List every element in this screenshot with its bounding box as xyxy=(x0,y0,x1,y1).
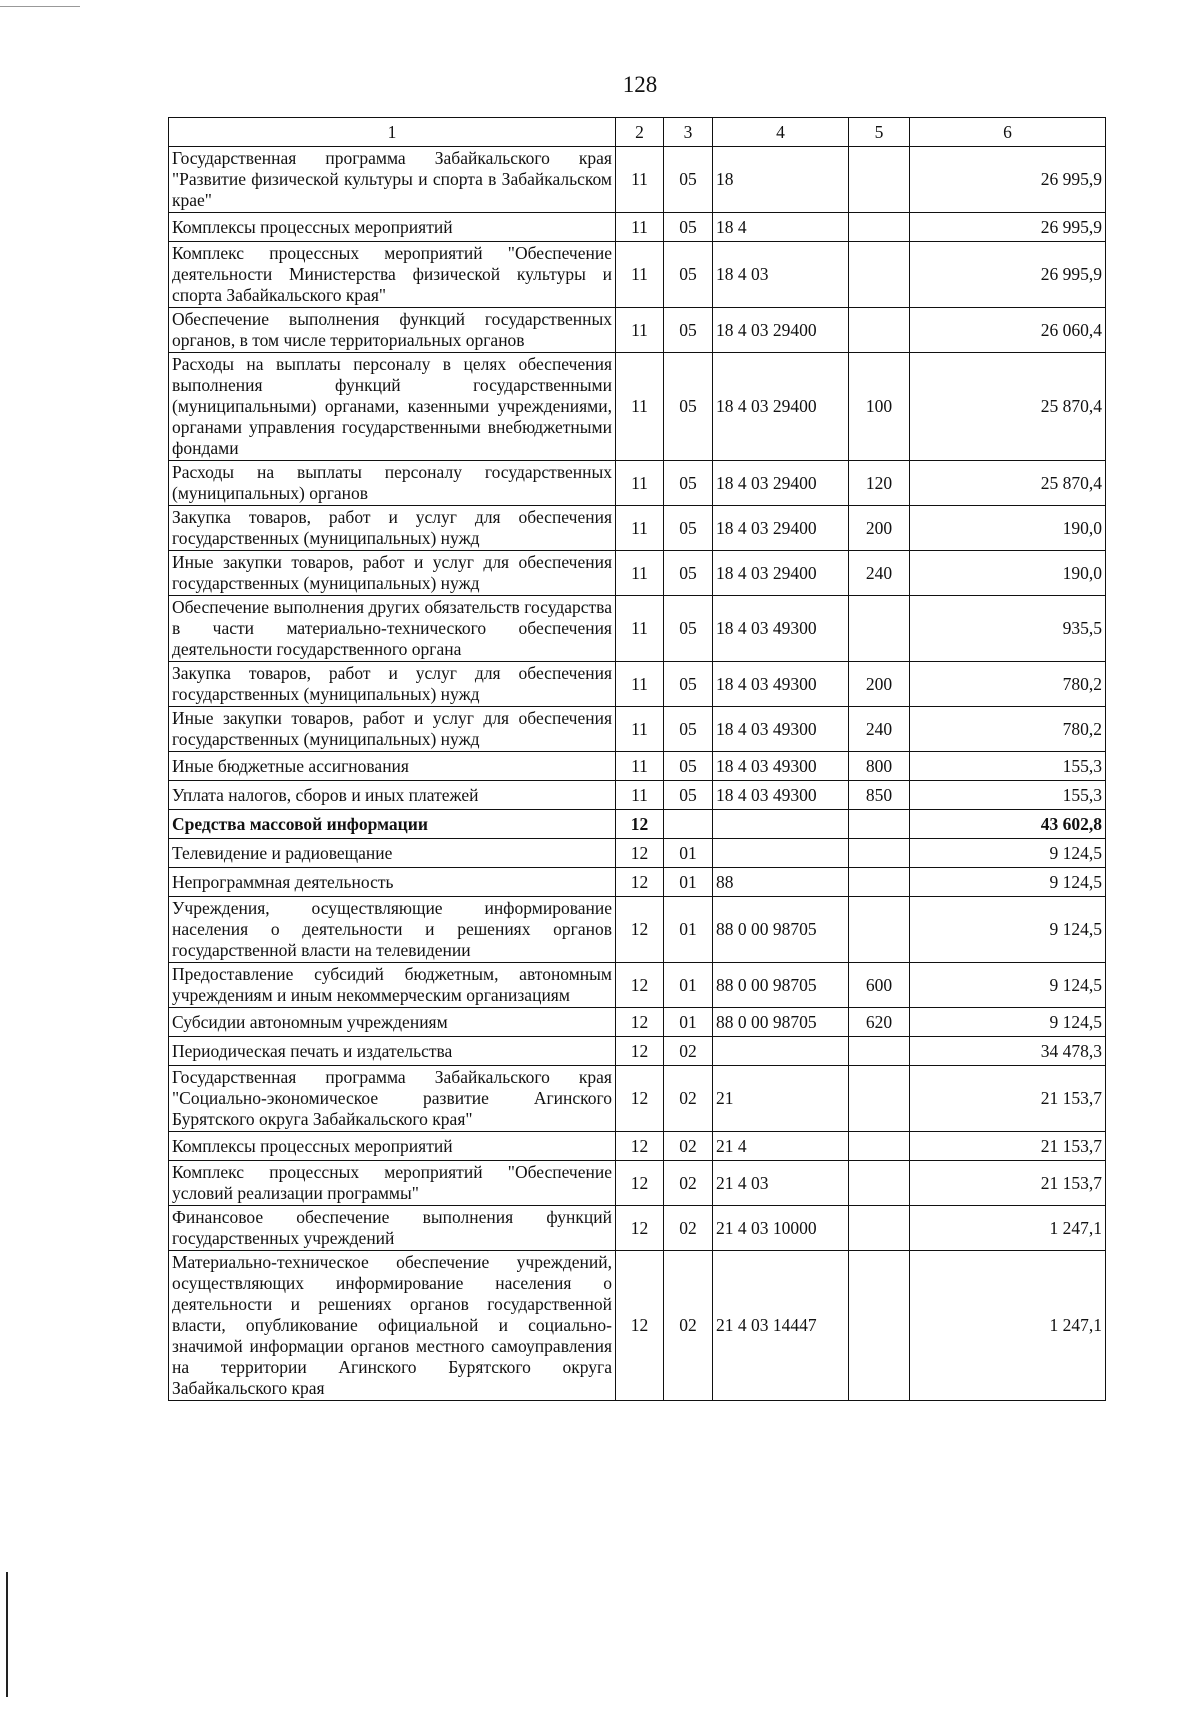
row-name-cell: Иные закупки товаров, работ и услуг для обеспечения государственных (муниципальных) нужд xyxy=(169,707,616,752)
row-sum-cell: 1 247,1 xyxy=(910,1251,1106,1401)
row-subsection-cell: 02 xyxy=(664,1251,713,1401)
row-section-cell: 11 xyxy=(616,662,664,707)
row-sum-cell: 935,5 xyxy=(910,596,1106,662)
table-row xyxy=(169,752,1106,781)
row-sum-cell: 21 153,7 xyxy=(910,1066,1106,1132)
row-target-article-cell: 18 4 03 29400 xyxy=(713,308,849,353)
row-sum-cell: 21 153,7 xyxy=(910,1161,1106,1206)
row-sum-cell: 34 478,3 xyxy=(910,1037,1106,1066)
table-row xyxy=(169,461,1106,506)
row-name-cell: Иные закупки товаров, работ и услуг для обеспечения государственных (муниципальных) нужд xyxy=(169,551,616,596)
row-expense-type-cell: 100 xyxy=(849,353,910,461)
row-section-cell: 12 xyxy=(616,963,664,1008)
row-sum-cell: 155,3 xyxy=(910,752,1106,781)
row-section-cell: 11 xyxy=(616,506,664,551)
row-sum-cell: 190,0 xyxy=(910,551,1106,596)
row-section-cell: 11 xyxy=(616,213,664,242)
row-sum-cell: 780,2 xyxy=(910,662,1106,707)
table-row xyxy=(169,963,1106,1008)
row-expense-type-cell: 850 xyxy=(849,781,910,810)
row-expense-type-cell: 200 xyxy=(849,506,910,551)
row-subsection-cell: 05 xyxy=(664,353,713,461)
row-subsection-cell: 02 xyxy=(664,1206,713,1251)
row-expense-type-cell xyxy=(849,213,910,242)
table-row xyxy=(169,868,1106,897)
row-target-article-cell: 88 0 00 98705 xyxy=(713,897,849,963)
header-col-2: 2 xyxy=(616,118,664,147)
row-expense-type-cell xyxy=(849,1132,910,1161)
header-col-4: 4 xyxy=(713,118,849,147)
row-section-cell: 12 xyxy=(616,1161,664,1206)
scan-margin-mark xyxy=(6,1572,8,1697)
row-subsection-cell: 01 xyxy=(664,839,713,868)
row-expense-type-cell: 200 xyxy=(849,662,910,707)
row-sum-cell: 9 124,5 xyxy=(910,897,1106,963)
row-name-cell: Предоставление субсидий бюджетным, автономным учреждениям и иным некоммерческим организациям xyxy=(169,963,616,1008)
row-target-article-cell: 21 4 xyxy=(713,1132,849,1161)
table-row xyxy=(169,1206,1106,1251)
row-target-article-cell: 21 xyxy=(713,1066,849,1132)
row-section-cell: 11 xyxy=(616,147,664,213)
row-section-cell: 12 xyxy=(616,1066,664,1132)
row-name-cell: Комплекс процессных мероприятий "Обеспечение условий реализации программы" xyxy=(169,1161,616,1206)
row-subsection-cell: 02 xyxy=(664,1132,713,1161)
row-sum-cell: 780,2 xyxy=(910,707,1106,752)
row-name-cell: Расходы на выплаты персоналу в целях обеспечения выполнения функций государственными (муниципальными) органами, казенными учреждениями, органами управления государственными внебюджетными фондами xyxy=(169,353,616,461)
row-sum-cell: 21 153,7 xyxy=(910,1132,1106,1161)
row-sum-cell: 25 870,4 xyxy=(910,461,1106,506)
header-col-5: 5 xyxy=(849,118,910,147)
table-row xyxy=(169,897,1106,963)
table-row xyxy=(169,308,1106,353)
row-name-cell: Субсидии автономным учреждениям xyxy=(169,1008,616,1037)
row-section-cell: 11 xyxy=(616,707,664,752)
row-name-cell: Материально-техническое обеспечение учреждений, осуществляющих информирование населения о деятельности и решениях органов государственной власти, опубликование официальной и социально-значимой информации органов местного самоуправления на территории Агинского Бурятского округа Забайкальского края xyxy=(169,1251,616,1401)
row-target-article-cell: 88 xyxy=(713,868,849,897)
row-subsection-cell: 01 xyxy=(664,868,713,897)
row-target-article-cell: 18 4 03 49300 xyxy=(713,707,849,752)
row-target-article-cell: 18 4 03 29400 xyxy=(713,353,849,461)
row-section-cell: 12 xyxy=(616,868,664,897)
row-target-article-cell: 21 4 03 14447 xyxy=(713,1251,849,1401)
row-subsection-cell: 01 xyxy=(664,963,713,1008)
row-sum-cell: 9 124,5 xyxy=(910,963,1106,1008)
row-section-cell: 12 xyxy=(616,1251,664,1401)
row-expense-type-cell: 620 xyxy=(849,1008,910,1037)
table-row xyxy=(169,662,1106,707)
row-sum-cell: 25 870,4 xyxy=(910,353,1106,461)
table-row xyxy=(169,506,1106,551)
row-expense-type-cell xyxy=(849,1161,910,1206)
row-expense-type-cell xyxy=(849,596,910,662)
row-name-cell: Иные бюджетные ассигнования xyxy=(169,752,616,781)
header-col-3: 3 xyxy=(664,118,713,147)
row-expense-type-cell xyxy=(849,1066,910,1132)
row-subsection-cell: 02 xyxy=(664,1161,713,1206)
row-section-cell: 12 xyxy=(616,1008,664,1037)
row-target-article-cell: 18 4 03 29400 xyxy=(713,461,849,506)
row-expense-type-cell: 240 xyxy=(849,551,910,596)
row-target-article-cell: 18 4 03 xyxy=(713,242,849,308)
row-sum-cell: 155,3 xyxy=(910,781,1106,810)
row-subsection-cell: 05 xyxy=(664,662,713,707)
row-subsection-cell: 05 xyxy=(664,596,713,662)
row-target-article-cell: 18 xyxy=(713,147,849,213)
row-expense-type-cell xyxy=(849,810,910,839)
row-target-article-cell xyxy=(713,839,849,868)
header-col-6: 6 xyxy=(910,118,1106,147)
table-row xyxy=(169,1132,1106,1161)
row-expense-type-cell: 120 xyxy=(849,461,910,506)
table-row xyxy=(169,1008,1106,1037)
row-subsection-cell: 01 xyxy=(664,1008,713,1037)
row-expense-type-cell xyxy=(849,839,910,868)
table-row xyxy=(169,707,1106,752)
row-subsection-cell: 05 xyxy=(664,308,713,353)
row-subsection-cell: 02 xyxy=(664,1037,713,1066)
row-subsection-cell: 05 xyxy=(664,213,713,242)
row-name-cell: Обеспечение выполнения функций государственных органов, в том числе территориальных органов xyxy=(169,308,616,353)
table-row xyxy=(169,353,1106,461)
row-section-cell: 12 xyxy=(616,1206,664,1251)
table-body xyxy=(169,147,1106,1401)
row-name-cell: Закупка товаров, работ и услуг для обеспечения государственных (муниципальных) нужд xyxy=(169,662,616,707)
row-target-article-cell: 18 4 03 49300 xyxy=(713,752,849,781)
row-target-article-cell: 18 4 03 29400 xyxy=(713,551,849,596)
row-name-cell: Комплекс процессных мероприятий "Обеспечение деятельности Министерства физической культуры и спорта Забайкальского края" xyxy=(169,242,616,308)
row-name-cell: Телевидение и радиовещание xyxy=(169,839,616,868)
page-number: 128 xyxy=(622,72,658,97)
table-row xyxy=(169,596,1106,662)
row-expense-type-cell xyxy=(849,1251,910,1401)
row-subsection-cell: 01 xyxy=(664,897,713,963)
row-section-cell: 11 xyxy=(616,551,664,596)
table-row xyxy=(169,147,1106,213)
row-sum-cell: 190,0 xyxy=(910,506,1106,551)
row-sum-cell: 1 247,1 xyxy=(910,1206,1106,1251)
table-row xyxy=(169,213,1106,242)
table-header-row xyxy=(169,118,1106,147)
row-target-article-cell: 18 4 xyxy=(713,213,849,242)
row-target-article-cell: 88 0 00 98705 xyxy=(713,1008,849,1037)
row-target-article-cell: 18 4 03 49300 xyxy=(713,662,849,707)
row-sum-cell: 9 124,5 xyxy=(910,839,1106,868)
row-name-cell: Расходы на выплаты персоналу государственных (муниципальных) органов xyxy=(169,461,616,506)
row-subsection-cell: 05 xyxy=(664,147,713,213)
row-target-article-cell: 88 0 00 98705 xyxy=(713,963,849,1008)
row-name-cell: Обеспечение выполнения других обязательств государства в части материально-технического обеспечения деятельности государственного органа xyxy=(169,596,616,662)
row-expense-type-cell: 600 xyxy=(849,963,910,1008)
row-name-cell: Уплата налогов, сборов и иных платежей xyxy=(169,781,616,810)
row-name-cell: Закупка товаров, работ и услуг для обеспечения государственных (муниципальных) нужд xyxy=(169,506,616,551)
row-section-cell: 11 xyxy=(616,596,664,662)
row-expense-type-cell xyxy=(849,242,910,308)
row-name-cell: Государственная программа Забайкальского края "Социально-экономическое развитие Агинского Бурятского округа Забайкальского края" xyxy=(169,1066,616,1132)
row-subsection-cell: 05 xyxy=(664,781,713,810)
table-row xyxy=(169,242,1106,308)
row-sum-cell: 26 995,9 xyxy=(910,213,1106,242)
table-row xyxy=(169,1037,1106,1066)
row-expense-type-cell xyxy=(849,308,910,353)
row-section-cell: 11 xyxy=(616,461,664,506)
table-row xyxy=(169,1066,1106,1132)
row-target-article-cell: 18 4 03 29400 xyxy=(713,506,849,551)
row-target-article-cell: 21 4 03 xyxy=(713,1161,849,1206)
row-section-cell: 11 xyxy=(616,781,664,810)
row-target-article-cell: 18 4 03 49300 xyxy=(713,596,849,662)
table-row xyxy=(169,1161,1106,1206)
row-expense-type-cell xyxy=(849,897,910,963)
row-target-article-cell xyxy=(713,1037,849,1066)
scan-top-mark xyxy=(0,6,80,7)
row-sum-cell: 26 995,9 xyxy=(910,147,1106,213)
row-section-cell: 11 xyxy=(616,242,664,308)
table-row xyxy=(169,781,1106,810)
table-row xyxy=(169,1251,1106,1401)
row-subsection-cell: 05 xyxy=(664,506,713,551)
row-subsection-cell: 05 xyxy=(664,242,713,308)
row-section-cell: 12 xyxy=(616,839,664,868)
row-name-cell: Непрограммная деятельность xyxy=(169,868,616,897)
row-target-article-cell: 21 4 03 10000 xyxy=(713,1206,849,1251)
row-sum-cell: 43 602,8 xyxy=(910,810,1106,839)
row-expense-type-cell: 240 xyxy=(849,707,910,752)
row-name-cell: Комплексы процессных мероприятий xyxy=(169,1132,616,1161)
row-subsection-cell: 05 xyxy=(664,707,713,752)
row-name-cell: Комплексы процессных мероприятий xyxy=(169,213,616,242)
row-subsection-cell: 05 xyxy=(664,551,713,596)
budget-table xyxy=(168,117,1106,1401)
row-section-cell: 11 xyxy=(616,353,664,461)
row-name-cell: Государственная программа Забайкальского края "Развитие физической культуры и спорта в Забайкальском крае" xyxy=(169,147,616,213)
row-sum-cell: 26 995,9 xyxy=(910,242,1106,308)
row-target-article-cell: 18 4 03 49300 xyxy=(713,781,849,810)
row-section-cell: 12 xyxy=(616,810,664,839)
row-sum-cell: 26 060,4 xyxy=(910,308,1106,353)
row-section-cell: 12 xyxy=(616,1037,664,1066)
row-expense-type-cell xyxy=(849,147,910,213)
row-name-cell: Финансовое обеспечение выполнения функций государственных учреждений xyxy=(169,1206,616,1251)
row-section-cell: 11 xyxy=(616,308,664,353)
row-section-cell: 11 xyxy=(616,752,664,781)
row-sum-cell: 9 124,5 xyxy=(910,868,1106,897)
table-row xyxy=(169,810,1106,839)
row-subsection-cell xyxy=(664,810,713,839)
row-name-cell: Учреждения, осуществляющие информирование населения о деятельности и решениях органов государственной власти на телевидении xyxy=(169,897,616,963)
row-subsection-cell: 02 xyxy=(664,1066,713,1132)
row-subsection-cell: 05 xyxy=(664,461,713,506)
header-col-1: 1 xyxy=(169,118,616,147)
row-section-cell: 12 xyxy=(616,897,664,963)
row-name-cell: Средства массовой информации xyxy=(169,810,616,839)
row-section-cell: 12 xyxy=(616,1132,664,1161)
table-row xyxy=(169,551,1106,596)
row-expense-type-cell xyxy=(849,868,910,897)
row-sum-cell: 9 124,5 xyxy=(910,1008,1106,1037)
row-target-article-cell xyxy=(713,810,849,839)
table-row xyxy=(169,839,1106,868)
row-expense-type-cell xyxy=(849,1037,910,1066)
row-name-cell: Периодическая печать и издательства xyxy=(169,1037,616,1066)
row-expense-type-cell xyxy=(849,1206,910,1251)
row-expense-type-cell: 800 xyxy=(849,752,910,781)
row-subsection-cell: 05 xyxy=(664,752,713,781)
